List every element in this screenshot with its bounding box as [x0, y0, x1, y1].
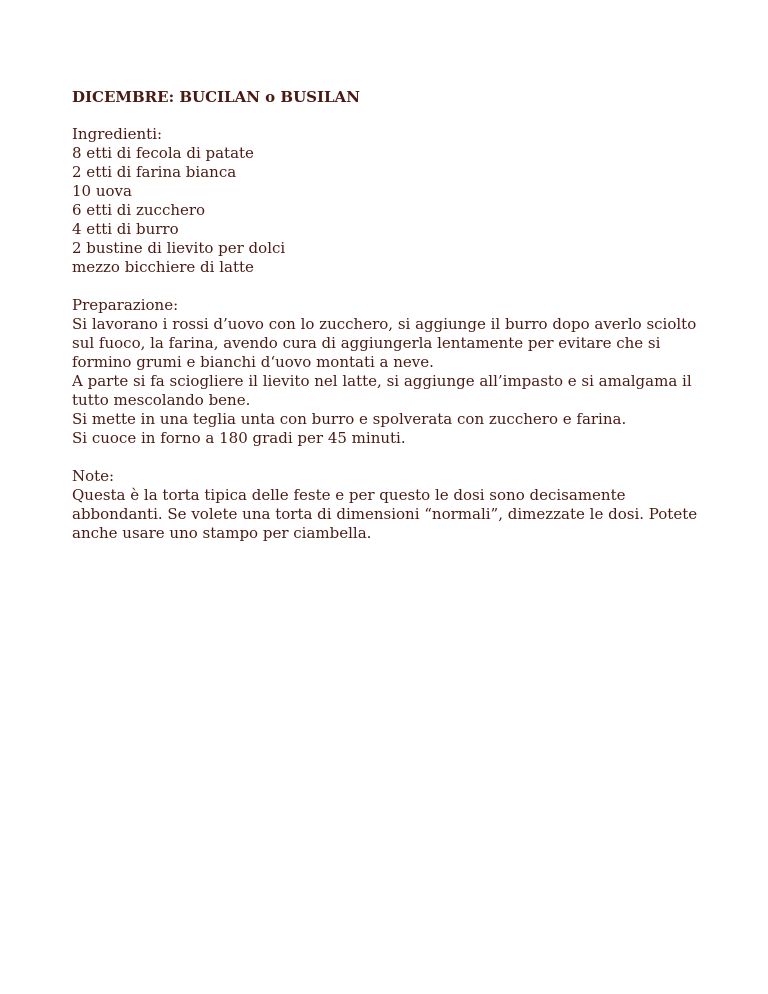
recipe-document — [72, 88, 712, 562]
ingredient-item: 4 etti di burro — [72, 220, 179, 238]
preparation-label: Preparazione: — [72, 296, 179, 314]
notes-text: Questa è la torta tipica delle feste e per questo le dosi sono decisamente abbondanti. Se volete una torta di dimensioni “normali”, dimezzate le dosi. Potete anche usare uno stampo per ciambella. — [72, 486, 698, 542]
ingredient-item: 6 etti di zucchero — [72, 201, 206, 219]
recipe-title: DICEMBRE: BUCILAN o BUSILAN — [72, 88, 360, 106]
ingredient-item: 8 etti di fecola di patate — [72, 144, 254, 162]
ingredients-list — [72, 144, 712, 277]
preparation-section — [72, 296, 712, 448]
notes-label: Note: — [72, 467, 115, 485]
notes-section — [72, 467, 712, 543]
preparation-paragraph: Si cuoce in forno a 180 gradi per 45 minuti. — [72, 429, 406, 447]
ingredient-item: 2 bustine di lievito per dolci — [72, 239, 286, 257]
ingredient-item: 10 uova — [72, 182, 132, 200]
preparation-paragraph: Si mette in una teglia unta con burro e spolverata con zucchero e farina. — [72, 410, 627, 428]
ingredients-label: Ingredienti: — [72, 125, 163, 143]
ingredients-section — [72, 125, 712, 277]
preparation-paragraph: A parte si fa sciogliere il lievito nel latte, si aggiunge all’impasto e si amalgama il tutto mescolando bene. — [72, 372, 692, 409]
ingredient-item: 2 etti di farina bianca — [72, 163, 237, 181]
ingredient-item: mezzo bicchiere di latte — [72, 258, 254, 276]
preparation-paragraph: Si lavorano i rossi d’uovo con lo zucchero, si aggiunge il burro dopo averlo sciolto sul fuoco, la farina, avendo cura di aggiungerla lentamente per evitare che si formino grumi e bianchi d‘uovo montati a neve. — [72, 315, 697, 371]
